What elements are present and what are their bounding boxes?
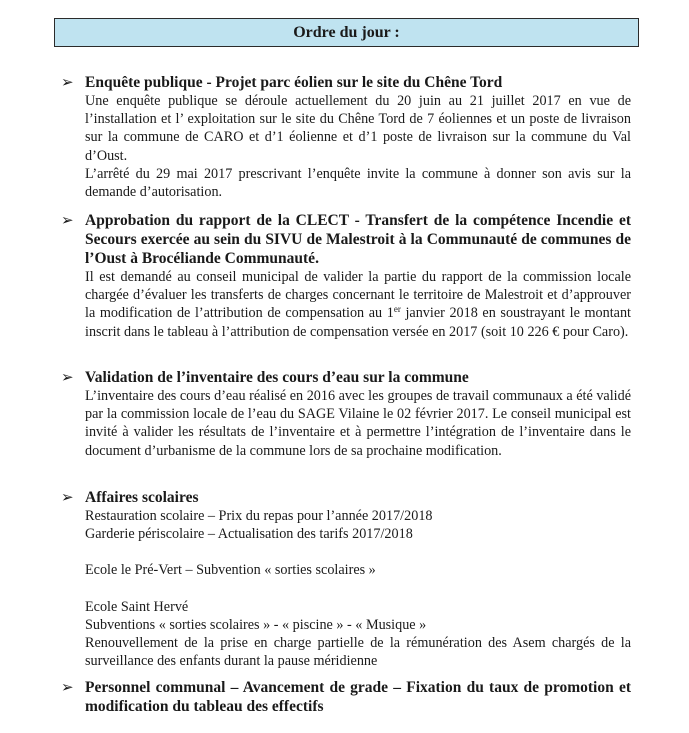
agenda-item-waterways (61, 368, 631, 460)
agenda-item-wind-farm (61, 73, 631, 201)
item-title: Validation de l’inventaire des cours d’eau sur la commune (85, 369, 469, 386)
item-line: Ecole le Pré-Vert – Subvention « sorties scolaires » (85, 562, 376, 579)
item-title: Approbation du rapport de la CLECT - Transfert de la compétence Incendie et Secours exercée au sein du SIVU de Malestroit à la Communauté de communes de l’Oust à Brocéliande Communauté. (85, 212, 631, 267)
item-paragraph: Une enquête publique se déroule actuellement du 20 juin au 21 juillet 2017 en vue de l’installation et l’ exploitation sur le site du Chêne Tord de 7 éoliennes et un poste de livraison sur la commune de CARO et d’1 éolienne et d’1 poste de livraison sur la commune du Val d’Oust. (85, 93, 631, 164)
item-line: Renouvellement de la prise en charge partielle de la rémunération des Asem chargés de la surveillance des enfants durant la pause méridienne (85, 635, 631, 670)
agenda-item-school-affairs (61, 488, 631, 670)
item-title: Enquête publique - Projet parc éolien sur le site du Chêne Tord (85, 74, 503, 91)
item-title: Affaires scolaires (85, 489, 199, 506)
agenda-item-staff (61, 678, 631, 716)
arrow-bullet-icon: ➢ (61, 368, 74, 386)
item-line: Restauration scolaire – Prix du repas pour l’année 2017/2018 (85, 508, 433, 524)
paragraph-text: janvier 2018 en soustrayant le montant inscrit dans le tableau à l’attribution de compensation versée en 2017 (soit 10 226 € pour Caro). (85, 305, 632, 340)
item-body (85, 507, 631, 670)
item-line: Subventions « sorties scolaires » - « piscine » - « Musique » (85, 616, 427, 633)
item-body (85, 268, 631, 341)
arrow-bullet-icon: ➢ (61, 211, 74, 229)
paragraph-text: Il est demandé au conseil municipal de valider la partie du rapport de la commission locale chargée d’évaluer les transferts de charges concernant le territoire de Malestroit et d’approuver la modification de l’attribution de compensation au 1 (85, 269, 631, 322)
agenda-title: Ordre du jour : (293, 24, 400, 41)
spacer (85, 580, 631, 598)
item-line: Ecole Saint Hervé (85, 598, 189, 615)
agenda-header (54, 18, 639, 47)
item-line: Garderie périscolaire – Actualisation des tarifs 2017/2018 (85, 526, 413, 543)
arrow-bullet-icon: ➢ (61, 678, 74, 696)
item-paragraph (85, 268, 631, 341)
arrow-bullet-icon: ➢ (61, 488, 74, 506)
arrow-bullet-icon: ➢ (61, 73, 74, 91)
item-paragraph: L’arrêté du 29 mai 2017 prescrivant l’enquête invite la commune à donner son avis sur la demande d’autorisation. (85, 165, 631, 201)
item-body (85, 387, 631, 460)
item-paragraph: L’inventaire des cours d’eau réalisé en 2016 avec les groupes de travail communaux a été validé par la commission locale de l’eau du SAGE Vilaine le 02 février 2017. Le conseil municipal est invité à valider les résultats de l’inventaire et à permettre l’intégration de l’inventaire dans le document d’urbanisme de la commune lors de sa prochaine modification. (85, 388, 631, 459)
spacer (85, 543, 631, 561)
item-body (85, 92, 631, 201)
item-title: Personnel communal – Avancement de grade – Fixation du taux de promotion et modification du tableau des effectifs (85, 679, 631, 715)
agenda-item-clect (61, 211, 631, 341)
ordinal-superscript: er (393, 304, 401, 315)
